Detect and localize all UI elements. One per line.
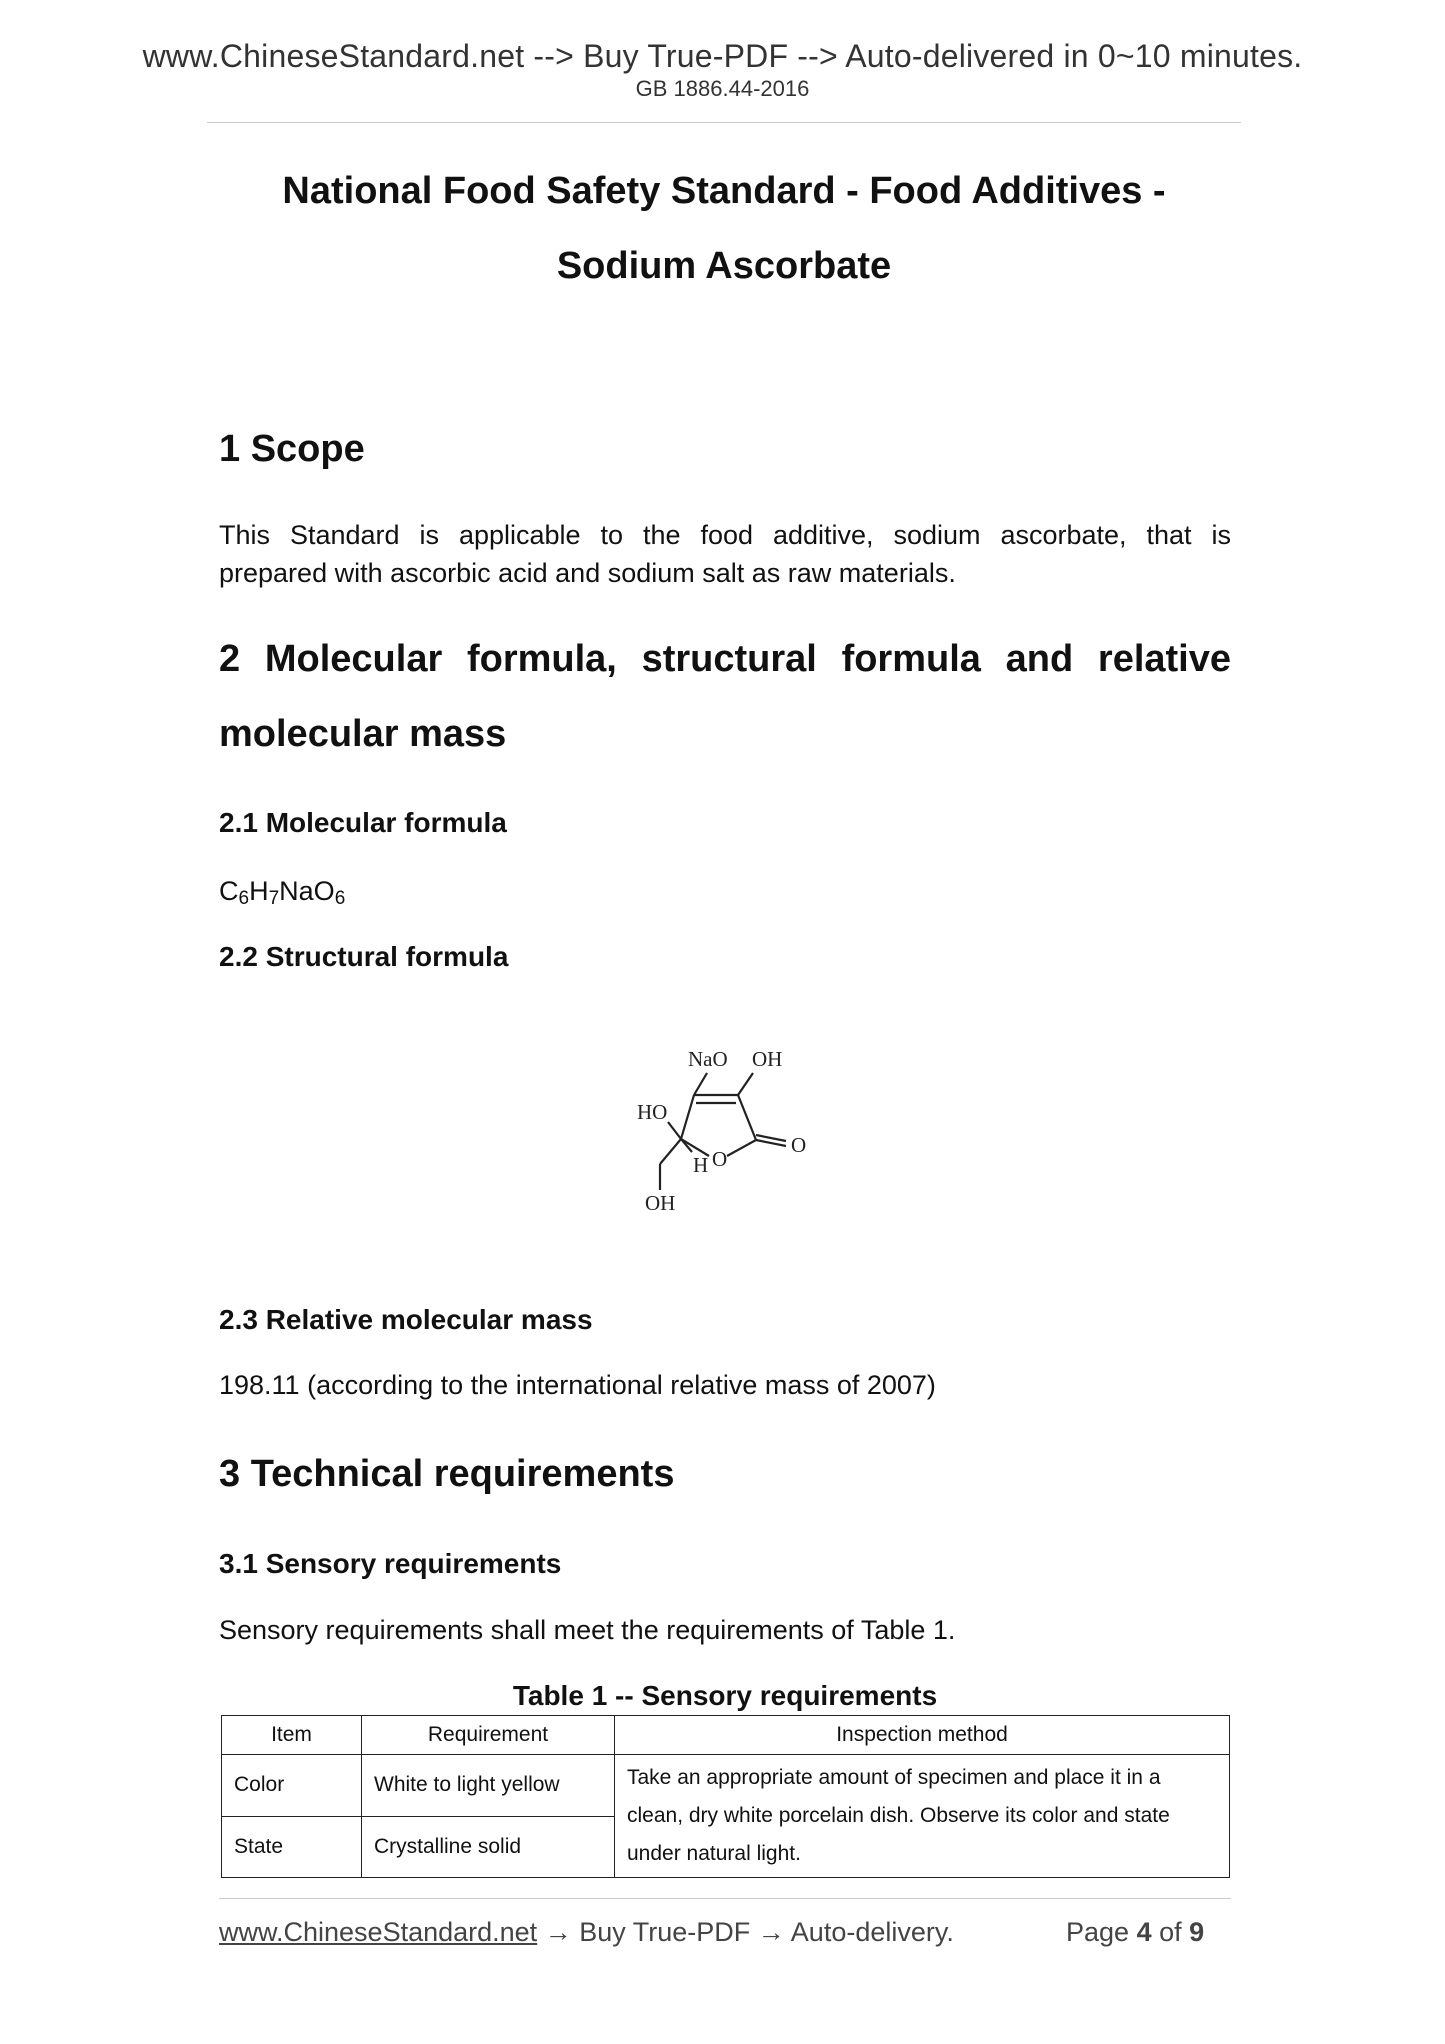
standard-code: GB 1886.44-2016 <box>635 76 810 101</box>
label-oh-top: OH <box>752 1047 783 1071</box>
label-o-ring: O <box>712 1147 728 1171</box>
section-3-1-text: Sensory requirements shall meet the requirements of Table 1. <box>219 1615 956 1645</box>
section-1-text-line2: prepared with ascorbic acid and sodium salt as raw materials. <box>219 558 956 588</box>
sensory-requirements-table <box>221 1715 1230 1878</box>
header-divider <box>207 122 1241 123</box>
label-oh-bottom: OH <box>645 1191 676 1215</box>
label-nao: NaO <box>688 1047 728 1071</box>
section-3-heading: 3 Technical requirements <box>219 1453 675 1495</box>
method-line: clean, dry white porcelain dish. Observe its color and state <box>627 1804 1170 1827</box>
label-h: H <box>693 1153 709 1177</box>
footer-left <box>219 1917 954 1948</box>
top-banner: www.ChineseStandard.net --> Buy True-PDF --> Auto-delivered in 0~10 minutes. <box>142 38 1303 74</box>
section-3-1-heading: 3.1 Sensory requirements <box>219 1548 562 1579</box>
table-cell-item: Color <box>222 1755 362 1817</box>
arrow-right-icon: → <box>757 1917 785 1947</box>
footer-auto-text: Auto-delivery. <box>790 1917 954 1947</box>
section-2-heading-line1: 2 Molecular formula, structural formula and relative <box>219 638 1231 680</box>
table-cell-requirement: Crystalline solid <box>362 1816 615 1878</box>
doc-title-line1: National Food Safety Standard - Food Additives - <box>282 170 1166 212</box>
table-header-method: Inspection method <box>615 1716 1230 1755</box>
table-row <box>222 1755 1230 1817</box>
molecular-formula: $C_6H_7NaO_6$ <box>219 876 346 909</box>
page-total: 9 <box>1189 1917 1205 1947</box>
arrow-right-icon: → <box>544 1917 572 1947</box>
table-1-title: Table 1 -- Sensory requirements <box>512 1680 938 1711</box>
page-number: Page 4 of 9 <box>1066 1917 1205 1947</box>
doc-title-line2: Sodium Ascorbate <box>556 245 892 287</box>
table-header-row <box>222 1716 1230 1755</box>
table-cell-item: State <box>222 1816 362 1878</box>
label-ho: HO <box>637 1100 668 1124</box>
method-line: under natural light. <box>627 1842 801 1865</box>
section-1-text-line1: This Standard is applicable to the food additive, sodium ascorbate, that is <box>219 520 1231 550</box>
label-o-carbonyl: O <box>791 1133 807 1157</box>
table-cell-requirement: White to light yellow <box>362 1755 615 1817</box>
table-header-requirement: Requirement <box>362 1716 615 1755</box>
page-current: 4 <box>1136 1917 1152 1947</box>
section-2-2-heading: 2.2 Structural formula <box>219 941 509 972</box>
section-2-1-heading: 2.1 Molecular formula <box>219 807 507 838</box>
footer-buy-text: Buy True-PDF <box>579 1917 751 1947</box>
footer-divider <box>219 1898 1231 1899</box>
section-2-heading-line2: molecular mass <box>219 713 507 755</box>
table-header-item: Item <box>222 1716 362 1755</box>
section-1-heading: 1 Scope <box>219 428 365 470</box>
method-line: Take an appropriate amount of specimen and place it in a <box>627 1766 1161 1789</box>
structural-formula-diagram <box>620 1040 830 1240</box>
table-cell-method <box>615 1755 1230 1878</box>
relative-molecular-mass-text: 198.11 (according to the international relative mass of 2007) <box>219 1370 936 1400</box>
section-2-3-heading: 2.3 Relative molecular mass <box>219 1304 593 1335</box>
footer-site-link[interactable]: www.ChineseStandard.net <box>219 1917 538 1947</box>
